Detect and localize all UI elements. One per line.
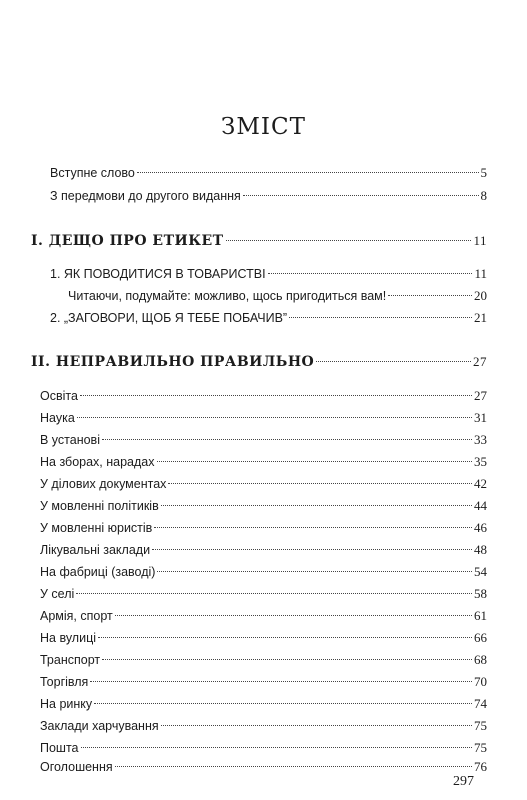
toc-part-page: 27 — [473, 354, 487, 369]
toc-entry-label: Освіта — [40, 389, 78, 403]
toc-entry-page: 5 — [480, 165, 487, 180]
toc-entry-label: Заклади харчування — [40, 719, 159, 733]
toc-entry-label: Лікувальні заклади — [40, 543, 151, 557]
dot-leader — [161, 505, 472, 506]
toc-entry-page: 35 — [474, 454, 487, 469]
dot-leader — [90, 681, 472, 682]
toc-entry-label: Транспорт — [40, 653, 101, 667]
toc-entry — [50, 264, 487, 284]
toc-entry — [50, 186, 487, 206]
dot-leader — [388, 295, 472, 296]
toc-entry — [40, 408, 487, 428]
toc-entry — [40, 694, 487, 714]
toc-entry-label: Наука — [40, 411, 75, 425]
toc-entry — [40, 386, 487, 406]
toc-entry — [40, 650, 487, 670]
toc-entry — [40, 452, 487, 472]
dot-leader — [154, 527, 472, 528]
toc-entry — [40, 562, 487, 582]
dot-leader — [98, 637, 472, 638]
toc-entry-label: На вулиці — [40, 631, 97, 645]
dot-leader — [102, 439, 472, 440]
toc-entry-page: 74 — [474, 696, 487, 711]
toc-entry-page: 21 — [474, 310, 487, 325]
toc-entry — [40, 474, 487, 494]
dot-leader — [157, 571, 472, 572]
toc-entry-page: 54 — [474, 564, 487, 579]
toc-entry-label: В установі — [40, 433, 100, 447]
toc-part-page: 11 — [473, 233, 487, 248]
toc-entry — [40, 518, 487, 538]
dot-leader — [289, 317, 472, 318]
toc-entry-label: У ділових документах — [40, 477, 167, 491]
toc-entry — [40, 628, 487, 648]
toc-entry-label: З передмови до другого видання — [50, 189, 241, 203]
toc-entry-page: 31 — [474, 410, 487, 425]
dot-leader — [157, 461, 472, 462]
toc-entry-label: Оголошення — [40, 760, 113, 774]
toc-entry-page: 20 — [474, 288, 487, 303]
toc-entry-label: На фабриці (заводі) — [40, 565, 156, 579]
dot-leader — [94, 703, 472, 704]
toc-entry-page: 66 — [474, 630, 487, 645]
toc-entry-label: У селі — [40, 587, 75, 601]
toc-entry — [40, 757, 487, 777]
toc-part-label: ІІ. НЕПРАВИЛЬНО ПРАВИЛЬНО — [31, 354, 315, 370]
dot-leader — [161, 725, 472, 726]
toc-entry — [40, 430, 487, 450]
toc-entry-label: Читаючи, подумайте: можливо, щось пригодиться вам! — [68, 289, 387, 303]
dot-leader — [137, 172, 479, 173]
dot-leader — [316, 361, 471, 362]
toc-entry — [40, 584, 487, 604]
toc-entry — [40, 540, 487, 560]
toc-entry-label: 1. ЯК ПОВОДИТИСЯ В ТОВАРИСТВІ — [50, 267, 266, 281]
toc-entry-page: 58 — [474, 586, 487, 601]
toc-entry-label: 2. „ЗАГОВОРИ, ЩОБ Я ТЕБЕ ПОБАЧИВ” — [50, 311, 288, 325]
toc-entry-page: 46 — [474, 520, 487, 535]
toc-entry-label: У мовленні юристів — [40, 521, 153, 535]
dot-leader — [243, 195, 479, 196]
toc-entry-page: 76 — [474, 759, 487, 774]
toc-entry — [50, 163, 487, 183]
dot-leader — [80, 395, 472, 396]
dot-leader — [76, 593, 472, 594]
toc-entry — [40, 738, 487, 758]
toc-entry-page: 11 — [474, 266, 487, 281]
toc-entry-page: 27 — [474, 388, 487, 403]
dot-leader — [77, 417, 472, 418]
dot-leader — [168, 483, 472, 484]
toc-entry-page: 70 — [474, 674, 487, 689]
dot-leader — [102, 659, 472, 660]
toc-entry-page: 42 — [474, 476, 487, 491]
toc-entry-page: 68 — [474, 652, 487, 667]
toc-entry — [40, 496, 487, 516]
toc-entry-label: На зборах, нарадах — [40, 455, 155, 469]
toc-entry-page: 8 — [480, 188, 487, 203]
dot-leader — [115, 615, 472, 616]
toc-entry-label: Торгівля — [40, 675, 89, 689]
toc-entry-label: У мовленні політиків — [40, 499, 159, 513]
toc-entry — [40, 672, 487, 692]
toc-entry-label: Вступне слово — [50, 166, 135, 180]
toc-entry-page: 75 — [474, 718, 487, 733]
toc-part-heading — [31, 231, 487, 251]
toc-entry-label: Армія, спорт — [40, 609, 113, 623]
dot-leader — [226, 240, 472, 241]
toc-entry — [50, 308, 487, 328]
page-number: 297 — [453, 774, 474, 789]
toc-title: ЗМІСТ — [221, 114, 306, 140]
dot-leader — [115, 766, 472, 767]
toc-entry-page: 44 — [474, 498, 487, 513]
toc-entry — [40, 606, 487, 626]
dot-leader — [152, 549, 472, 550]
toc-part-heading — [31, 352, 487, 372]
dot-leader — [268, 273, 473, 274]
toc-entry — [68, 286, 487, 306]
toc-part-label: І. ДЕЩО ПРО ЕТИКЕТ — [31, 233, 224, 249]
toc-entry-label: Пошта — [40, 741, 79, 755]
toc-entry-label: На ринку — [40, 697, 93, 711]
toc-entry-page: 61 — [474, 608, 487, 623]
toc-entry — [40, 716, 487, 736]
toc-entry-page: 33 — [474, 432, 487, 447]
dot-leader — [81, 747, 472, 748]
toc-entry-page: 75 — [474, 740, 487, 755]
toc-entry-page: 48 — [474, 542, 487, 557]
